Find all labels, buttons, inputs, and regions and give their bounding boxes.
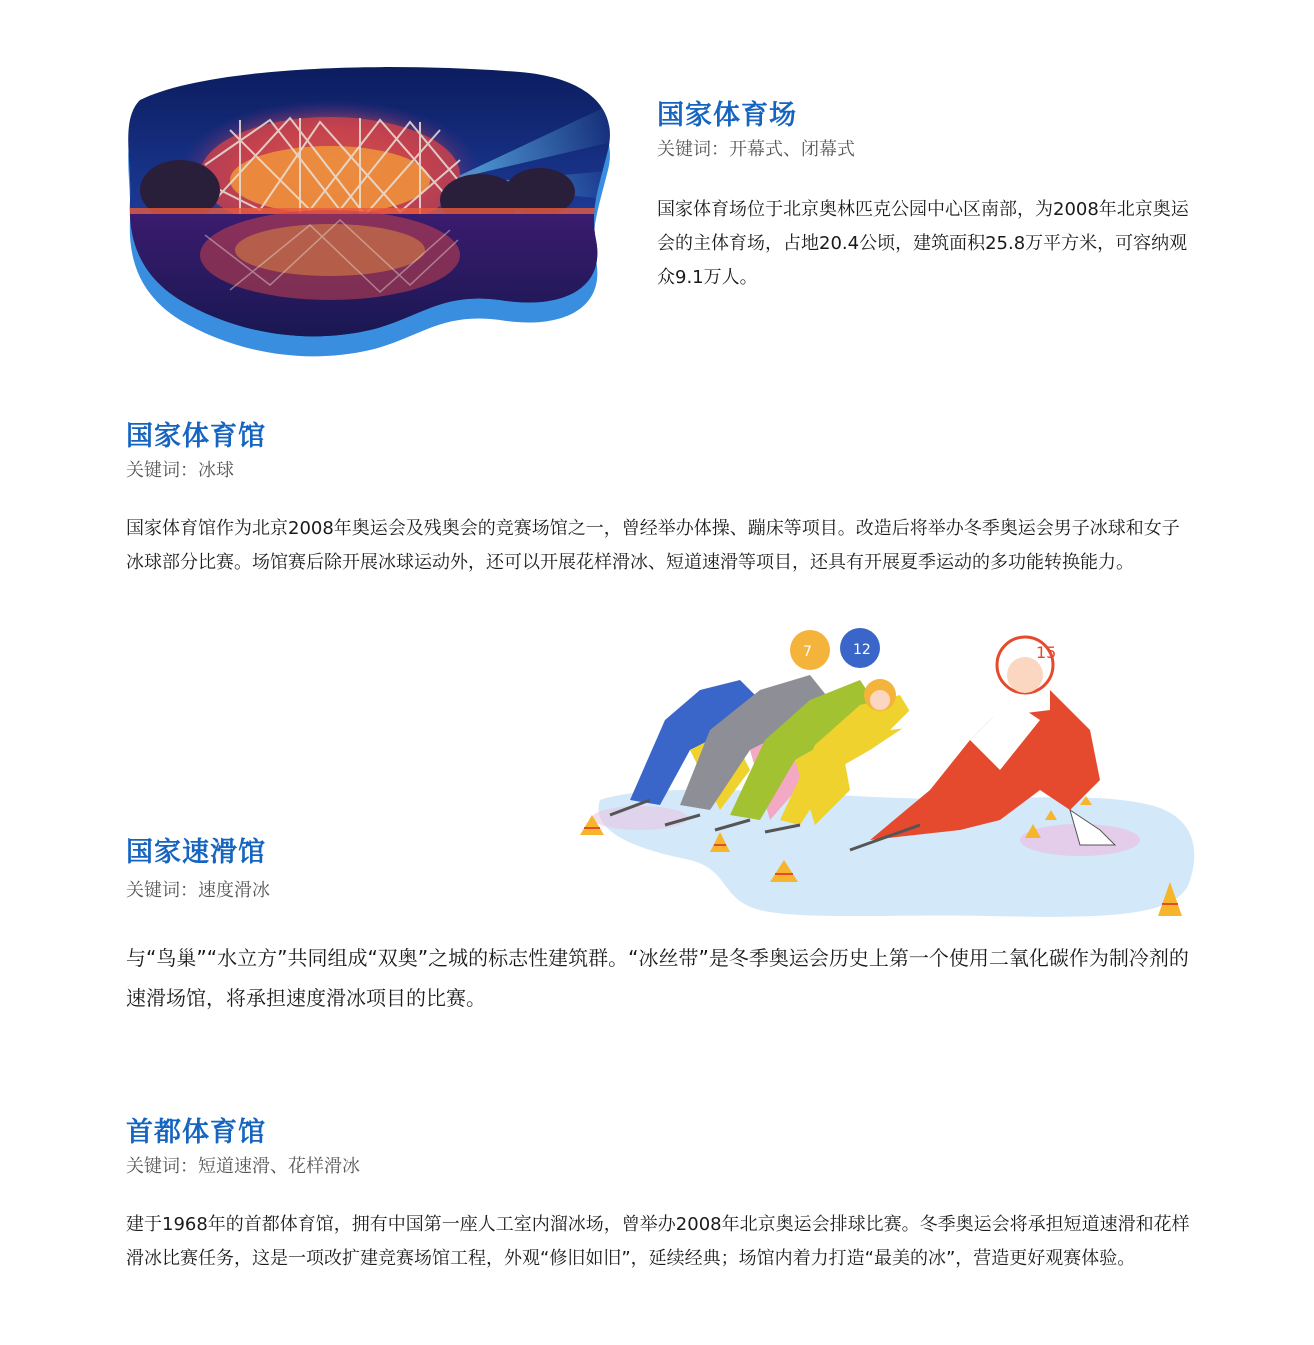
section-title-capital-indoor-stadium: 首都体育馆 [126, 1117, 266, 1148]
skater-number-15: 15 [1036, 643, 1057, 662]
skater-number-12: 12 [853, 642, 871, 658]
skater-number-7: 7 [803, 644, 812, 660]
speed-skaters-illustration [570, 620, 1210, 930]
section-description-capital-indoor-stadium: 建于1968年的首都体育馆，拥有中国第一座人工室内溜冰场，曾举办2008年北京奥运会排球比赛。冬季奥运会将承担短道速滑和花样滑冰比赛任务，这是一项改扩建竞赛场馆工程，外观“修旧如旧”，延续经典；场馆内着力打造“最美的冰”，营造更好观赛体验。 [126, 1214, 1190, 1269]
section-title-national-speed-skating-oval: 国家速滑馆 [126, 837, 266, 868]
section-description-national-speed-skating-oval: 与“鸟巢”“水立方”共同组成“双奥”之城的标志性建筑群。“冰丝带”是冬季奥运会历史上第一个使用二氧化碳作为制冷剂的速滑场馆，将承担速度滑冰项目的比赛。 [126, 946, 1189, 1010]
section-title-national-indoor-stadium: 国家体育馆 [126, 421, 266, 452]
section-keywords-national-indoor-stadium: 关键词：冰球 [126, 460, 234, 481]
section-keywords-national-stadium: 关键词：开幕式、闭幕式 [657, 139, 855, 160]
section-title-national-stadium: 国家体育场 [657, 100, 797, 131]
section-description-national-indoor-stadium: 国家体育馆作为北京2008年奥运会及残奥会的竞赛场馆之一，曾经举办体操、蹦床等项目。改造后将举办冬季奥运会男子冰球和女子冰球部分比赛。场馆赛后除开展冰球运动外，还可以开展花样滑冰、短道速滑等项目，还具有开展夏季运动的多功能转换能力。 [126, 518, 1180, 573]
section-keywords-capital-indoor-stadium: 关键词：短道速滑、花样滑冰 [126, 1156, 360, 1177]
section-description-national-stadium: 国家体育场位于北京奥林匹克公园中心区南部，为2008年北京奥运会的主体育场，占地20.4公顷，建筑面积25.8万平方米，可容纳观众9.1万人。 [657, 199, 1189, 288]
section-keywords-national-speed-skating-oval: 关键词：速度滑冰 [126, 880, 270, 901]
stadium-photo [120, 60, 620, 360]
